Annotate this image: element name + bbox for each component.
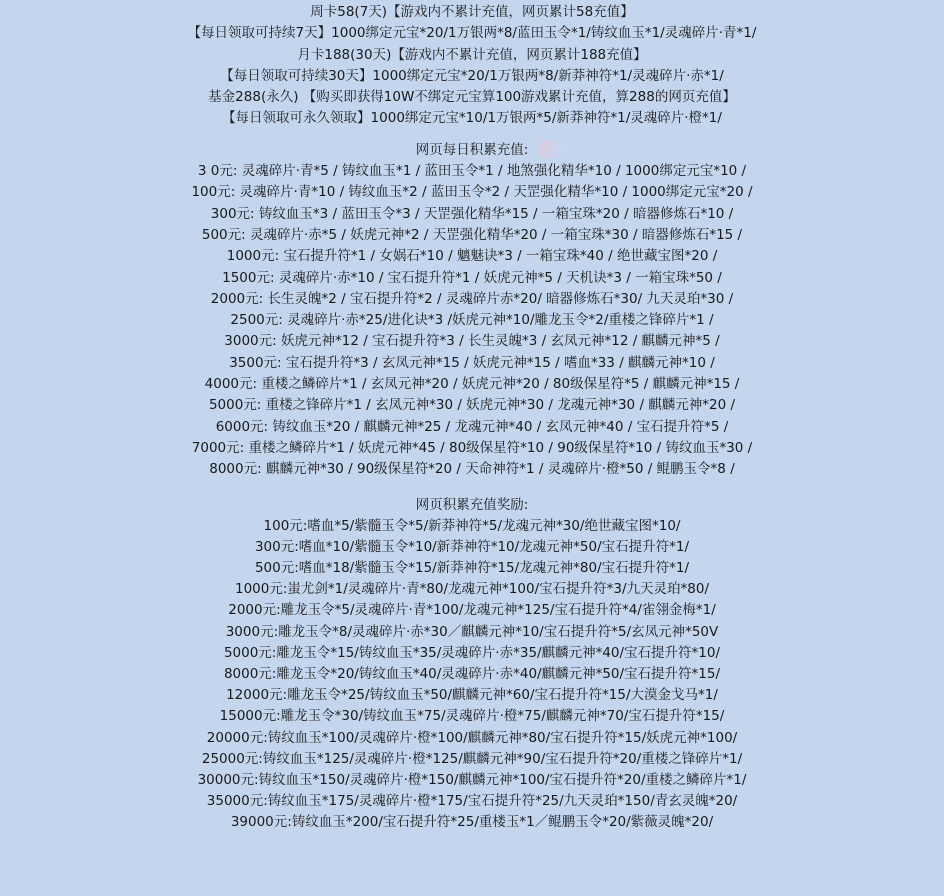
monthly-card-title: 月卡188(30天)【游戏内不累计充值，网页累计188充值】 xyxy=(297,46,647,63)
cumulative-tier-line: 12000元:雕龙玉令*25/铸纹血玉*50/麒麟元神*60/宝石提升符*15/大漠金戈马*1/ xyxy=(226,687,718,704)
spacer xyxy=(0,481,944,495)
membership-section xyxy=(0,2,944,130)
daily-tier-line: 5000元: 重楼之锋碎片*1 / 玄凤元神*30 / 妖虎元神*30 / 龙魂元神*30 / 麒麟元神*20 / xyxy=(208,397,736,414)
cumulative-recharge-heading: 网页积累充值奖励: xyxy=(415,496,529,513)
cumulative-tier-line: 3000元:雕龙玉令*8/灵魂碎片·赤*30／麒麟元神*10/宝石提升符*5/玄凤元神*50V xyxy=(225,623,719,640)
document-body xyxy=(0,2,944,834)
cumulative-tier-line: 25000元:铸纹血玉*125/灵魂碎片·橙*125/麒麟元神*90/宝石提升符*20/重楼之锋碎片*1/ xyxy=(201,750,743,767)
cumulative-tier-line: 1000元:蚩尤剑*1/灵魂碎片·青*80/龙魂元神*100/宝石提升符*3/九天灵珀*80/ xyxy=(235,581,709,598)
cumulative-tier-line: 500元:嗜血*18/紫髓玉令*15/新莽神符*15/龙魂元神*80/宝石提升符*1/ xyxy=(254,560,690,577)
cumulative-tier-line: 35000元:铸纹血玉*175/灵魂碎片·橙*175/宝石提升符*25/九天灵珀*150/青玄灵魄*20/ xyxy=(206,793,738,810)
daily-tier-line: 1500元: 灵魂碎片·赤*10 / 宝石提升符*1 / 妖虎元神*5 / 天机诀*3 / 一箱宝珠*50 / xyxy=(222,269,722,286)
daily-tier-line: 3 0元: 灵魂碎片·青*5 / 铸纹血玉*1 / 蓝田玉令*1 / 地煞强化精华*10 / 1000绑定元宝*10 / xyxy=(197,163,747,180)
cumulative-tier-line: 100元:嗜血*5/紫髓玉令*5/新莽神符*5/龙魂元神*30/绝世藏宝图*10/ xyxy=(263,517,681,534)
daily-tier-line: 3500元: 宝石提升符*3 / 玄凤元神*15 / 妖虎元神*15 / 嗜血*33 / 麒麟元神*10 / xyxy=(229,354,715,371)
daily-tier-line: 8000元: 麒麟元神*30 / 90级保星符*20 / 天命神符*1 / 灵魂碎片·橙*50 / 鲲鹏玉令*8 / xyxy=(209,461,735,478)
daily-tier-line: 300元: 铸纹血玉*3 / 蓝田玉令*3 / 天罡强化精华*15 / 一箱宝珠*20 / 暗器修炼石*10 / xyxy=(210,205,734,222)
cumulative-tier-line: 2000元:雕龙玉令*5/灵魂碎片·青*100/龙魂元神*125/宝石提升符*4/雀翎金梅*1/ xyxy=(228,602,716,619)
cumulative-tier-line: 8000元:雕龙玉令*20/铸纹血玉*40/灵魂碎片·赤*40/麒麟元神*50/宝石提升符*15/ xyxy=(223,666,721,683)
cumulative-tier-line: 15000元:雕龙玉令*30/铸纹血玉*75/灵魂碎片·橙*75/麒麟元神*70/宝石提升符*15/ xyxy=(219,708,725,725)
monthly-card-rewards: 【每日领取可持续30天】1000绑定元宝*20/1万银两*8/新莽神符*1/灵魂碎片·赤*1/ xyxy=(220,67,724,84)
daily-tier-line: 2000元: 长生灵魄*2 / 宝石提升符*2 / 灵魂碎片赤*20/ 暗器修炼石*30/ 九天灵珀*30 / xyxy=(210,290,734,307)
daily-tier-line: 7000元: 重楼之鳞碎片*1 / 妖虎元神*45 / 80级保星符*10 / 90级保星符*10 / 铸纹血玉*30 / xyxy=(191,439,753,456)
daily-tier-line: 100元: 灵魂碎片·青*10 / 铸纹血玉*2 / 蓝田玉令*2 / 天罡强化精华*10 / 1000绑定元宝*20 / xyxy=(191,184,753,201)
cumulative-tier-line: 30000元:铸纹血玉*150/灵魂碎片·橙*150/麒麟元神*100/宝石提升符*20/重楼之鳞碎片*1/ xyxy=(197,771,747,788)
cumulative-tier-line: 20000元:铸纹血玉*100/灵魂碎片·橙*100/麒麟元神*80/宝石提升符*15/妖虎元神*100/ xyxy=(206,729,738,746)
weekly-card-rewards: 【每日领取可持续7天】1000绑定元宝*20/1万银两*8/蓝田玉令*1/铸纹血玉*1/灵魂碎片·青*1/ xyxy=(187,25,757,42)
daily-tier-line: 3000元: 妖虎元神*12 / 宝石提升符*3 / 长生灵魄*3 / 玄凤元神*12 / 麒麟元神*5 / xyxy=(224,333,720,350)
daily-tier-line: 6000元: 铸纹血玉*20 / 麒麟元神*25 / 龙魂元神*40 / 玄凤元神*40 / 宝石提升符*5 / xyxy=(215,418,729,435)
cumulative-recharge-section xyxy=(0,495,944,834)
cumulative-tier-line: 300元:嗜血*10/紫髓玉令*10/新莽神符*10/龙魂元神*50/宝石提升符*1/ xyxy=(254,538,690,555)
daily-tier-line: 1000元: 宝石提升符*1 / 女娲石*10 / 魑魅诀*3 / 一箱宝珠*40 / 绝世藏宝图*20 / xyxy=(226,248,718,265)
daily-tier-line: 500元: 灵魂碎片·赤*5 / 妖虎元神*2 / 天罡强化精华*20 / 一箱宝珠*30 / 暗器修炼石*15 / xyxy=(201,226,743,243)
cumulative-tier-line: 5000元:雕龙玉令*15/铸纹血玉*35/灵魂碎片·赤*35/麒麟元神*40/宝石提升符*10/ xyxy=(223,644,721,661)
daily-tier-line: 4000元: 重楼之鳞碎片*1 / 玄凤元神*20 / 妖虎元神*20 / 80级保星符*5 / 麒麟元神*15 / xyxy=(204,376,740,393)
weekly-card-title: 周卡58(7天)【游戏内不累计充值，网页累计58充值】 xyxy=(310,4,634,20)
daily-recharge-heading: 网页每日积累充值: xyxy=(415,141,529,158)
daily-tier-line: 2500元: 灵魂碎片·赤*25/进化诀*3 /妖虎元神*10/雕龙玉令*2/重楼之锋碎片*1 / xyxy=(230,312,714,329)
fund-rewards: 【每日领取可永久领取】1000绑定元宝*10/1万银两*5/新莽神符*1/灵魂碎片·橙*1/ xyxy=(222,110,722,127)
cumulative-tier-line: 39000元:铸纹血玉*200/宝石提升符*25/重楼玉*1／鲲鹏玉令*20/紫薇灵魄*20/ xyxy=(230,814,714,831)
daily-recharge-section xyxy=(0,140,944,481)
spacer xyxy=(0,130,944,140)
fund-title: 基金288(永久) 【购买即获得10W不绑定元宝算100游戏累计充值，算288的网页充值】 xyxy=(208,89,736,106)
